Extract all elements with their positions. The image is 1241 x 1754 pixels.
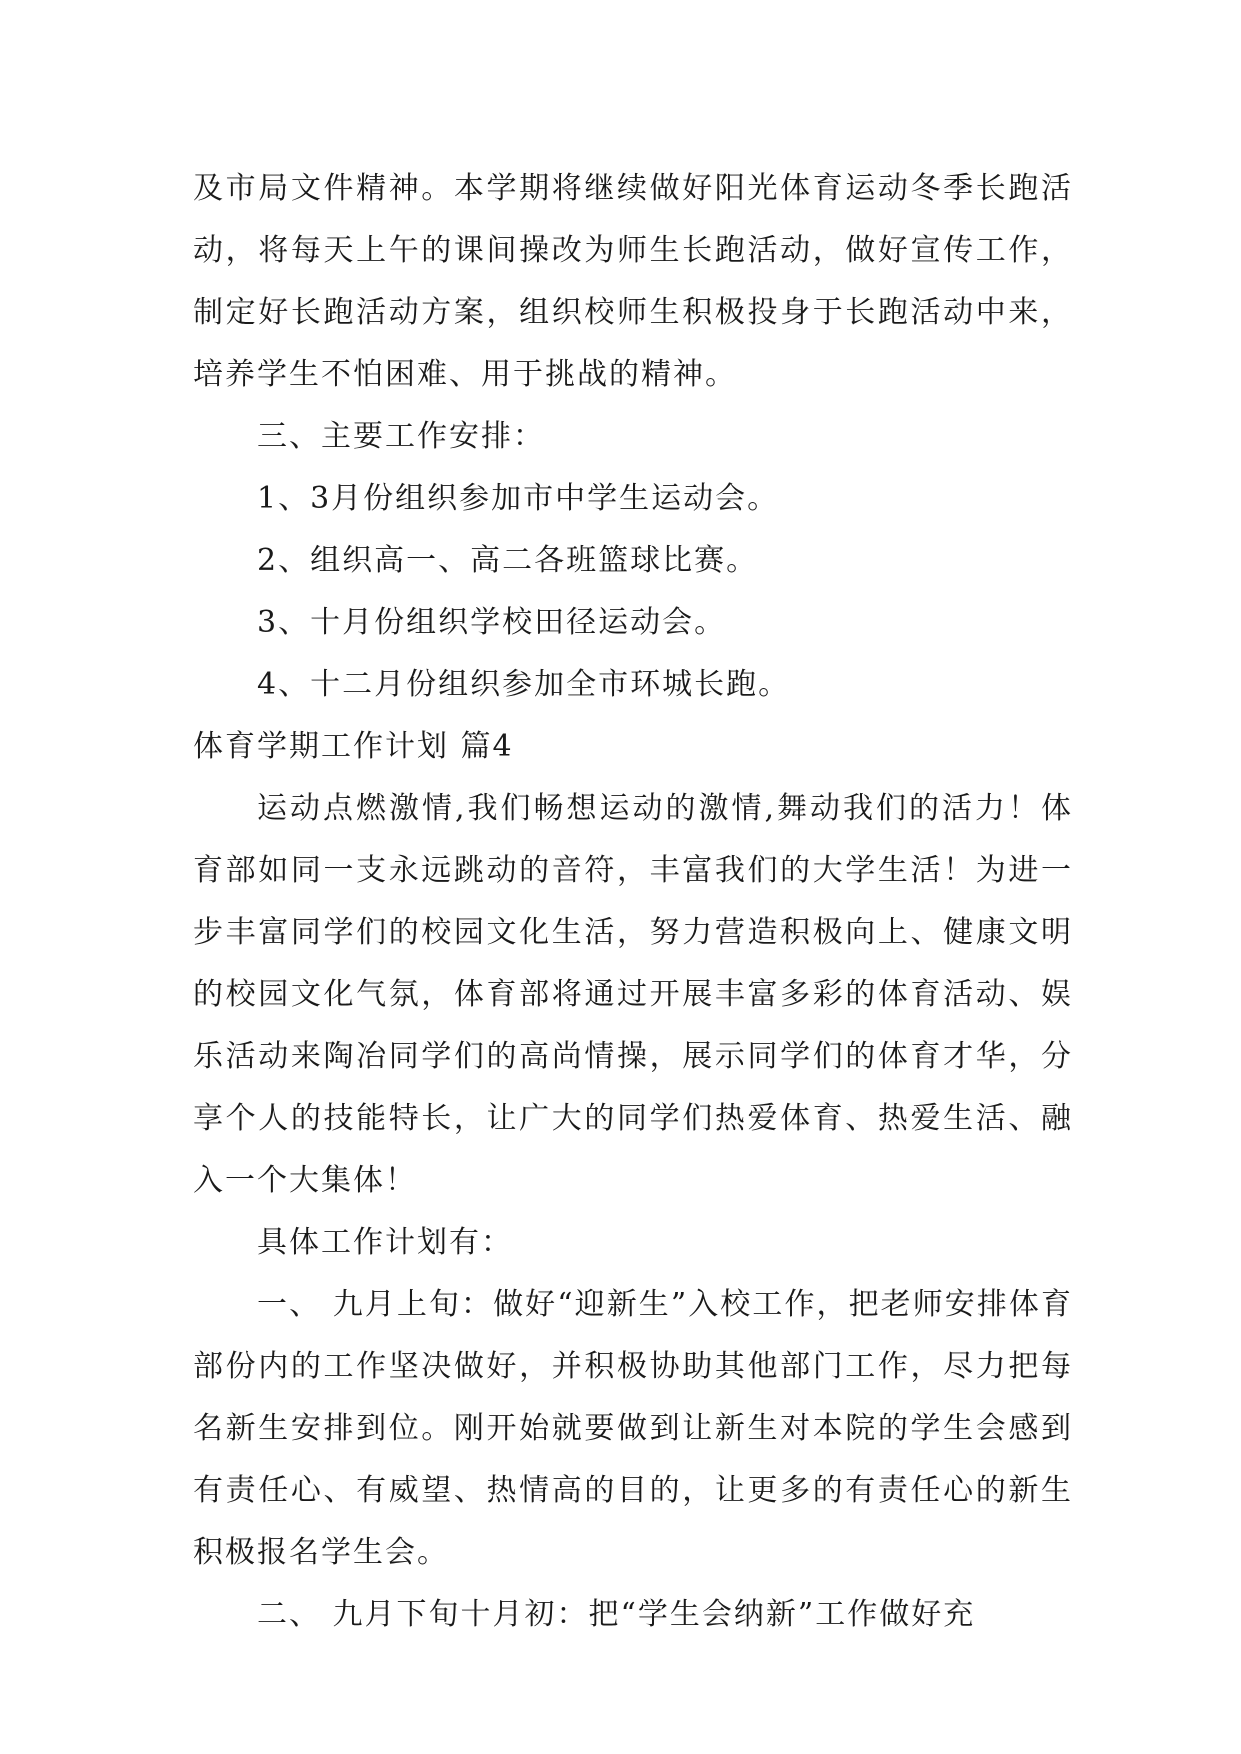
section-title: 体育学期工作计划 篇4 — [193, 729, 514, 764]
list-item: 3、十月份组织学校田径运动会。 — [257, 605, 727, 640]
list-item: 4、十二月份组织参加全市环城长跑。 — [257, 667, 791, 702]
plan-item: 二、 九月下旬十月初：把“学生会纳新”工作做好充 — [257, 1597, 976, 1632]
section-heading-main-work: 三、主要工作安排： — [257, 419, 545, 454]
plan-heading: 具体工作计划有： — [257, 1225, 513, 1260]
plan-item: 一、 九月上旬：做好“迎新生”入校工作，把老师安排体育部份内的工作坚决做好，并积极协助其他部门工作，尽力把每名新生安排到位。刚开始就要做到让新生对本院的学生会感到有责任心、有威望、热情高的目的，让更多的有责任心的新生积极报名学生会。 — [193, 1287, 1073, 1570]
paragraph-continued: 及市局文件精神。本学期将继续做好阳光体育运动冬季长跑活动，将每天上午的课间操改为师生长跑活动，做好宣传工作，制定好长跑活动方案，组织校师生积极投身于长跑活动中来，培养学生不怕困难、用于挑战的精神。 — [193, 171, 1073, 392]
list-item: 2、组织高一、高二各班篮球比赛。 — [257, 543, 759, 578]
document-body — [193, 158, 1073, 1646]
paragraph-intro: 运动点燃激情,我们畅想运动的激情,舞动我们的活力！体育部如同一支永远跳动的音符，丰富我们的大学生活！为进一步丰富同学们的校园文化生活，努力营造积极向上、健康文明的校园文化气氛，体育部将通过开展丰富多彩的体育活动、娱乐活动来陶冶同学们的高尚情操，展示同学们的体育才华，分享个人的技能特长，让广大的同学们热爱体育、热爱生活、融入一个大集体！ — [193, 791, 1073, 1198]
list-item: 1、3月份组织参加市中学生运动会。 — [257, 481, 780, 516]
